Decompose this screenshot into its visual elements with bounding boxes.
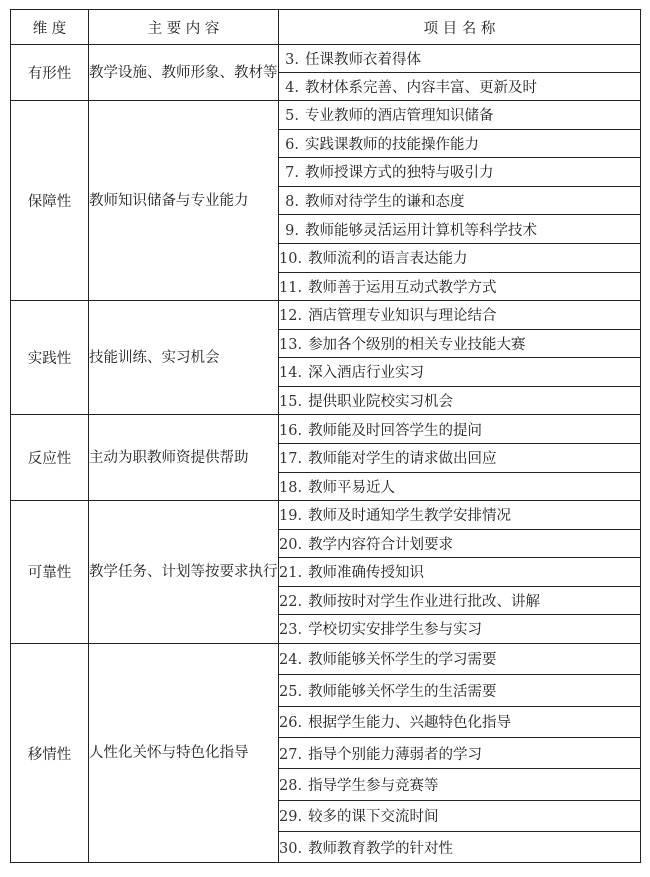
main-content-cell: 人性化关怀与特色化指导 <box>89 643 279 863</box>
item-number: 18. <box>279 479 303 496</box>
item-text: 教师对待学生的谦和态度 <box>305 194 465 211</box>
item-text: 较多的课下交流时间 <box>308 809 439 826</box>
item-cell <box>279 615 641 644</box>
item-cell <box>279 586 641 615</box>
item-cell <box>279 558 641 587</box>
item-number: 13. <box>279 336 303 353</box>
item-number: 15. <box>279 393 303 410</box>
item-cell <box>279 73 641 101</box>
item-cell <box>279 706 641 737</box>
item-number: 26. <box>279 715 303 732</box>
item-text: 教师善于运用互动式教学方式 <box>308 279 497 296</box>
header-main-content: 主 要 内 容 <box>89 10 279 45</box>
item-cell <box>279 443 641 472</box>
service-quality-table <box>10 9 641 863</box>
item-cell <box>279 243 641 272</box>
dimension-cell: 反应性 <box>11 415 89 501</box>
header-dimension: 维 度 <box>11 10 89 45</box>
header-row <box>11 10 641 45</box>
item-text: 教学内容符合计划要求 <box>308 536 454 553</box>
item-text: 教师平易近人 <box>308 479 396 496</box>
item-cell <box>279 501 641 530</box>
item-text: 教师能够关怀学生的生活需要 <box>308 683 497 700</box>
item-number: 3. <box>285 52 299 68</box>
item-text: 教师流利的语言表达能力 <box>308 251 468 268</box>
item-cell <box>279 472 641 501</box>
item-text: 学校切实安排学生参与实习 <box>308 622 483 639</box>
item-text: 教材体系完善、内容丰富、更新及时 <box>305 80 537 96</box>
item-number: 5. <box>285 108 299 125</box>
item-number: 14. <box>279 365 303 382</box>
item-text: 教师能够灵活运用计算机等科学技术 <box>305 222 537 239</box>
table-row <box>11 643 641 674</box>
item-cell <box>279 386 641 415</box>
item-text: 教师能及时回答学生的提问 <box>308 422 483 439</box>
item-number: 4. <box>285 80 299 96</box>
item-number: 25. <box>279 683 303 700</box>
item-cell <box>279 301 641 330</box>
item-number: 21. <box>279 565 303 582</box>
item-text: 教师授课方式的独特与吸引力 <box>305 165 494 182</box>
item-cell <box>279 832 641 863</box>
item-number: 23. <box>279 622 303 639</box>
dimension-cell: 移情性 <box>11 643 89 863</box>
item-text: 深入酒店行业实习 <box>308 365 425 382</box>
item-number: 28. <box>279 777 303 794</box>
item-text: 教师按时对学生作业进行批改、讲解 <box>308 593 541 610</box>
item-number: 30. <box>279 840 303 857</box>
item-number: 11. <box>279 279 303 296</box>
table-row <box>11 501 641 530</box>
item-cell <box>279 415 641 444</box>
item-cell <box>279 529 641 558</box>
item-text: 参加各个级别的相关专业技能大赛 <box>308 336 526 353</box>
dimension-cell: 可靠性 <box>11 501 89 644</box>
table-row <box>11 415 641 444</box>
item-text: 专业教师的酒店管理知识储备 <box>305 108 494 125</box>
dimension-cell: 有形性 <box>11 45 89 101</box>
item-number: 8. <box>285 194 299 211</box>
item-number: 20. <box>279 536 303 553</box>
item-text: 教师教育教学的针对性 <box>308 840 454 857</box>
main-content-cell: 技能训练、实习机会 <box>89 301 279 415</box>
item-cell <box>279 186 641 215</box>
table-body <box>11 45 641 863</box>
item-text: 教师及时通知学生教学安排情况 <box>308 508 512 525</box>
item-text: 实践课教师的技能操作能力 <box>305 136 479 153</box>
item-cell <box>279 643 641 674</box>
table-row <box>11 45 641 73</box>
table-row <box>11 101 641 130</box>
item-text: 教师准确传授知识 <box>308 565 425 582</box>
item-text: 任课教师衣着得体 <box>305 52 421 68</box>
main-content-cell: 主动为职教师资提供帮助 <box>89 415 279 501</box>
item-number: 29. <box>279 809 303 826</box>
item-cell <box>279 737 641 768</box>
item-number: 17. <box>279 451 303 468</box>
item-cell <box>279 358 641 387</box>
item-cell <box>279 45 641 73</box>
header-item-name: 项 目 名 称 <box>279 10 641 45</box>
item-cell <box>279 769 641 800</box>
item-number: 19. <box>279 508 303 525</box>
item-number: 16. <box>279 422 303 439</box>
item-cell <box>279 675 641 706</box>
item-text: 提供职业院校实习机会 <box>308 393 454 410</box>
main-content-cell: 教师知识储备与专业能力 <box>89 101 279 301</box>
item-cell <box>279 215 641 244</box>
item-text: 教师能对学生的请求做出回应 <box>308 451 497 468</box>
item-number: 7. <box>285 165 299 182</box>
table-row <box>11 301 641 330</box>
item-text: 根据学生能力、兴趣特色化指导 <box>308 715 512 732</box>
item-text: 酒店管理专业知识与理论结合 <box>308 308 497 325</box>
item-number: 22. <box>279 593 303 610</box>
item-text: 教师能够关怀学生的学习需要 <box>308 652 497 669</box>
main-content-cell: 教学设施、教师形象、教材等 <box>89 45 279 101</box>
dimension-cell: 保障性 <box>11 101 89 301</box>
item-cell <box>279 272 641 301</box>
item-cell <box>279 129 641 158</box>
main-content-cell: 教学任务、计划等按要求执行 <box>89 501 279 644</box>
dimension-cell: 实践性 <box>11 301 89 415</box>
item-text: 指导学生参与竞赛等 <box>308 777 439 794</box>
item-number: 9. <box>285 222 299 239</box>
item-cell <box>279 800 641 831</box>
item-number: 24. <box>279 652 303 669</box>
item-cell <box>279 329 641 358</box>
item-text: 指导个别能力薄弱者的学习 <box>308 746 483 763</box>
item-cell <box>279 158 641 187</box>
item-number: 10. <box>279 251 303 268</box>
item-number: 12. <box>279 308 303 325</box>
item-number: 6. <box>285 136 299 153</box>
item-number: 27. <box>279 746 303 763</box>
item-cell <box>279 101 641 130</box>
